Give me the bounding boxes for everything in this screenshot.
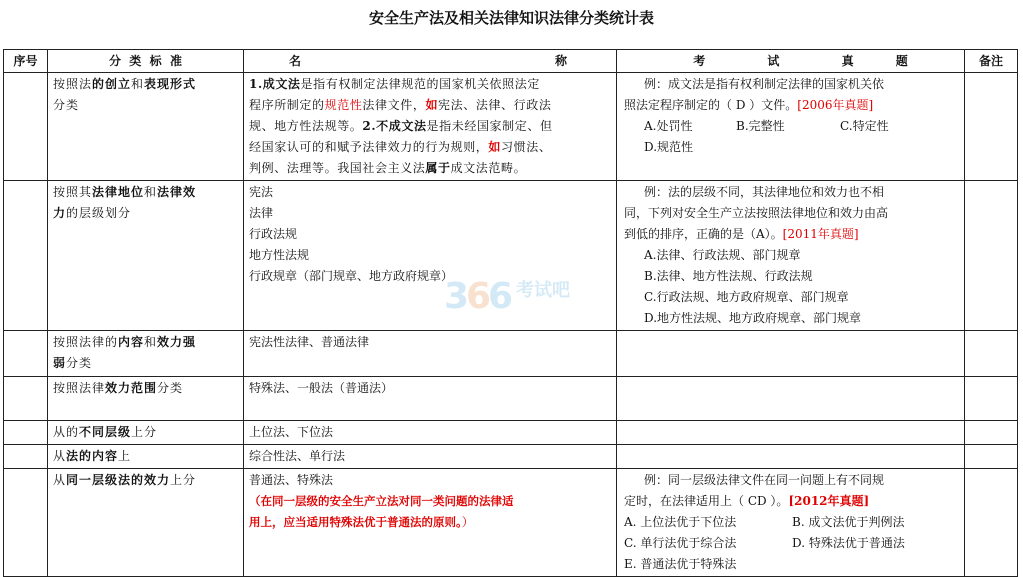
row-name: 综合性法、单行法 bbox=[244, 445, 617, 469]
row-exam bbox=[617, 331, 965, 377]
row-exam: 例：成文法是指有权利制定法律的国家机关依 照法定程序制定的（ D ）文件。[2006年真题] A.处罚性 B.完整性 C.特定性 D.规范性 bbox=[617, 73, 965, 181]
row-note bbox=[965, 73, 1018, 181]
row-note bbox=[965, 181, 1018, 331]
row-standard: 从同一层级法的效力上分 bbox=[48, 469, 244, 577]
row-exam bbox=[617, 377, 965, 421]
table-row bbox=[4, 181, 1018, 331]
row-standard: 从法的内容上 bbox=[48, 445, 244, 469]
row-no bbox=[4, 181, 48, 331]
row-standard: 按照法的创立和表现形式 分类 bbox=[48, 73, 244, 181]
row-note bbox=[965, 421, 1018, 445]
classification-table bbox=[3, 49, 1018, 577]
svg-text:6: 6 bbox=[488, 276, 514, 317]
header-note: 备注 bbox=[965, 50, 1018, 73]
row-name: 上位法、下位法 bbox=[244, 421, 617, 445]
row-name: 宪法性法律、普通法律 bbox=[244, 331, 617, 377]
row-exam: 例：法的层级不同，其法律地位和效力也不相 同，下列对安全生产立法按照法律地位和效力由高 到低的排序，正确的是（A）。[2011年真题] A.法律、行政法规、部门规章 B.法律、地方性法规、行政法规 C.行政法规、地方政府规章、部门规章 D.地方性法规、地方政府规章、部门规章 bbox=[617, 181, 965, 331]
row-exam bbox=[617, 421, 965, 445]
row-no bbox=[4, 377, 48, 421]
header-standard: 分 类 标 准 bbox=[48, 50, 244, 73]
row-standard: 按照法律的内容和效力强 弱分类 bbox=[48, 331, 244, 377]
row-no bbox=[4, 421, 48, 445]
table-row bbox=[4, 445, 1018, 469]
svg-text:3: 3 bbox=[444, 276, 470, 317]
header-row bbox=[4, 50, 1018, 73]
row-exam bbox=[617, 445, 965, 469]
row-name: 普通法、特殊法 （在同一层级的安全生产立法对同一类问题的法律适 用上，应当适用特殊法优于普通法的原则。） bbox=[244, 469, 617, 577]
table-row bbox=[4, 469, 1018, 577]
row-note bbox=[965, 445, 1018, 469]
table-row bbox=[4, 421, 1018, 445]
row-note bbox=[965, 469, 1018, 577]
row-exam: 例：同一层级法律文件在同一问题上有不同规 定时，在法律适用上（ CD ）。[2012年真题] A. 上位法优于下位法 B. 成文法优于判例法 C. 单行法优于综合法 D. 特殊法优于普通法 E. 普通法优于特殊法 bbox=[617, 469, 965, 577]
header-no: 序号 bbox=[4, 50, 48, 73]
row-name: 1.成文法是指有权制定法律规范的国家机关依照法定 程序所制定的规范性法律文件，如宪法、法律、行政法 规、地方性法规等。2.不成文法是指未经国家制定、但 经国家认可的和赋予法律效力的行为规则，如习惯法、 判例、法理等。我国社会主义法属于成文法范畴。 bbox=[244, 73, 617, 181]
row-no bbox=[4, 445, 48, 469]
row-note bbox=[965, 331, 1018, 377]
row-no bbox=[4, 331, 48, 377]
table-row bbox=[4, 73, 1018, 181]
row-note bbox=[965, 377, 1018, 421]
row-name: 特殊法、一般法（普通法） bbox=[244, 377, 617, 421]
table-row bbox=[4, 377, 1018, 421]
table-row bbox=[4, 331, 1018, 377]
row-standard: 从的不同层级上分 bbox=[48, 421, 244, 445]
svg-text:考试吧: 考试吧 bbox=[516, 280, 570, 301]
row-no bbox=[4, 469, 48, 577]
row-standard: 按照法律效力范围分类 bbox=[48, 377, 244, 421]
page-title: 安全生产法及相关法律知识法律分类统计表 bbox=[368, 9, 654, 27]
row-no bbox=[4, 73, 48, 181]
row-name: 宪法 法律 行政法规 地方性法规 行政规章（部门规章、地方政府规章） bbox=[244, 181, 617, 331]
header-name: 名 称 bbox=[244, 50, 617, 73]
header-exam: 考 试 真 题 bbox=[617, 50, 965, 73]
row-standard: 按照其法律地位和法律效 力的层级划分 bbox=[48, 181, 244, 331]
svg-text:6: 6 bbox=[466, 276, 492, 317]
